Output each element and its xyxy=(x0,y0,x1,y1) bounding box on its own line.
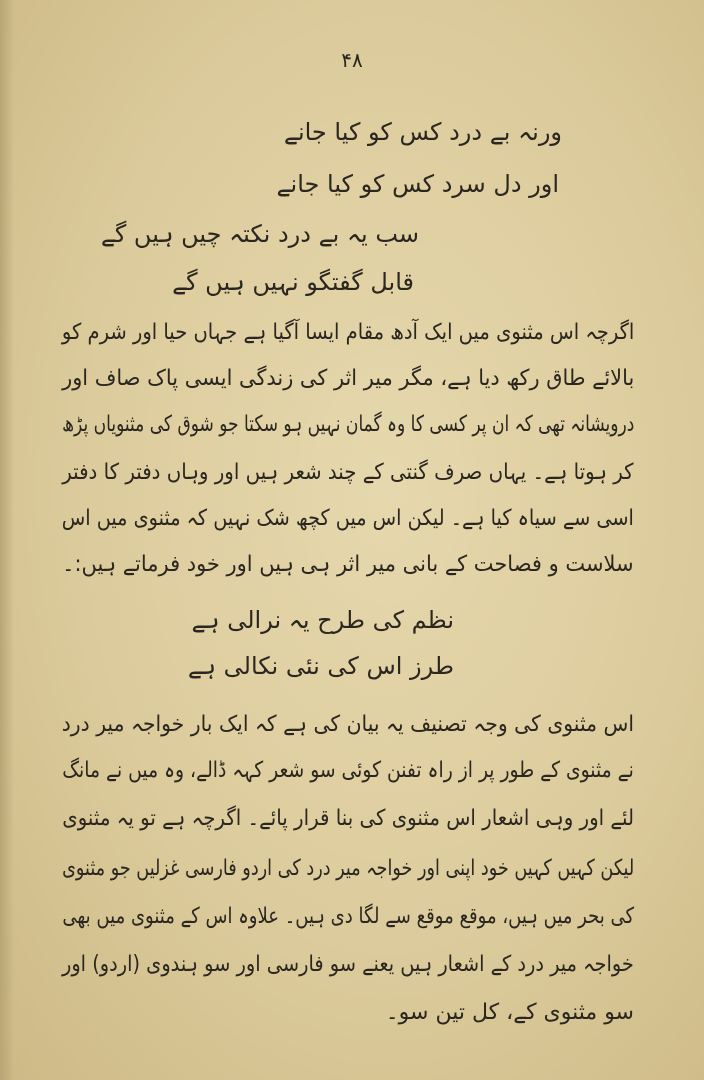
verse-line: ورنہ بے درد کس کو کیا جانے xyxy=(283,118,562,146)
paragraph-line: لیکن کہیں کہیں خود اپنی اور خواجہ میر درد کی اردو فارسی غزلیں جو مثنوی xyxy=(61,856,634,881)
paragraph-line: درویشانہ تھی کہ ان پر کسی کا وہ گمان نہیں ہو سکتا جو شوق کی مثنویاں پڑھ xyxy=(61,412,634,437)
paragraph-line: بالائے طاق رکھ دیا ہے، مگر میر اثر کی زندگی ایسی پاک صاف اور xyxy=(61,366,634,391)
paragraph-line: اس مثنوی کی وجہ تصنیف یہ بیان کی ہے کہ ایک بار خواجہ میر درد xyxy=(61,712,634,737)
page-edge-shadow xyxy=(0,0,14,1080)
paragraph-line: نے مثنوی کے طور پر از راہ تفنن کوئی سو شعر کہہ ڈالے، وہ میں نے مانگ xyxy=(62,758,634,783)
verse-line: قابل گفتگو نہیں ہیں گے xyxy=(172,268,414,296)
verse-line: طرز اس کی نئی نکالی ہے xyxy=(187,652,454,680)
paragraph-line: کر ہوتا ہے۔ یہاں صرف گنتی کے چند شعر ہیں اور وہاں دفتر کا دفتر xyxy=(62,460,634,485)
page-number: ۴۸ xyxy=(341,48,363,72)
verse-line: اور دل سرد کس کو کیا جانے xyxy=(276,170,559,198)
paragraph-line: سو مثنوی کے، کل تین سو۔ xyxy=(385,1000,634,1025)
paragraph-line: لئے اور وہی اشعار اس مثنوی کی بنا قرار پائے۔ اگرچہ ہے تو یہ مثنوی xyxy=(62,806,634,831)
verse-line: سب یہ بے درد نکتہ چیں ہیں گے xyxy=(100,220,419,248)
verse-line: نظم کی طرح یہ نرالی ہے xyxy=(191,606,454,634)
paragraph-line: خواجہ میر درد کے اشعار ہیں یعنے سو فارسی اور سو ہندوی (اردو) اور xyxy=(62,952,634,977)
paragraph-line: سلاست و فصاحت کے بانی میر اثر ہی ہیں اور خود فرماتے ہیں:۔ xyxy=(62,552,634,577)
paragraph-line: اسی سے سیاہ کیا ہے۔ لیکن اس میں کچھ شک نہیں کہ مثنوی میں اس xyxy=(61,506,634,531)
paragraph-line: کی بحر میں ہیں، موقع موقع سے لگا دی ہیں۔ علاوہ اس کے مثنوی میں بھی xyxy=(62,904,634,929)
paragraph-line: اگرچہ اس مثنوی میں ایک آدھ مقام ایسا آگیا ہے جہاں حیا اور شرم کو xyxy=(61,320,634,345)
